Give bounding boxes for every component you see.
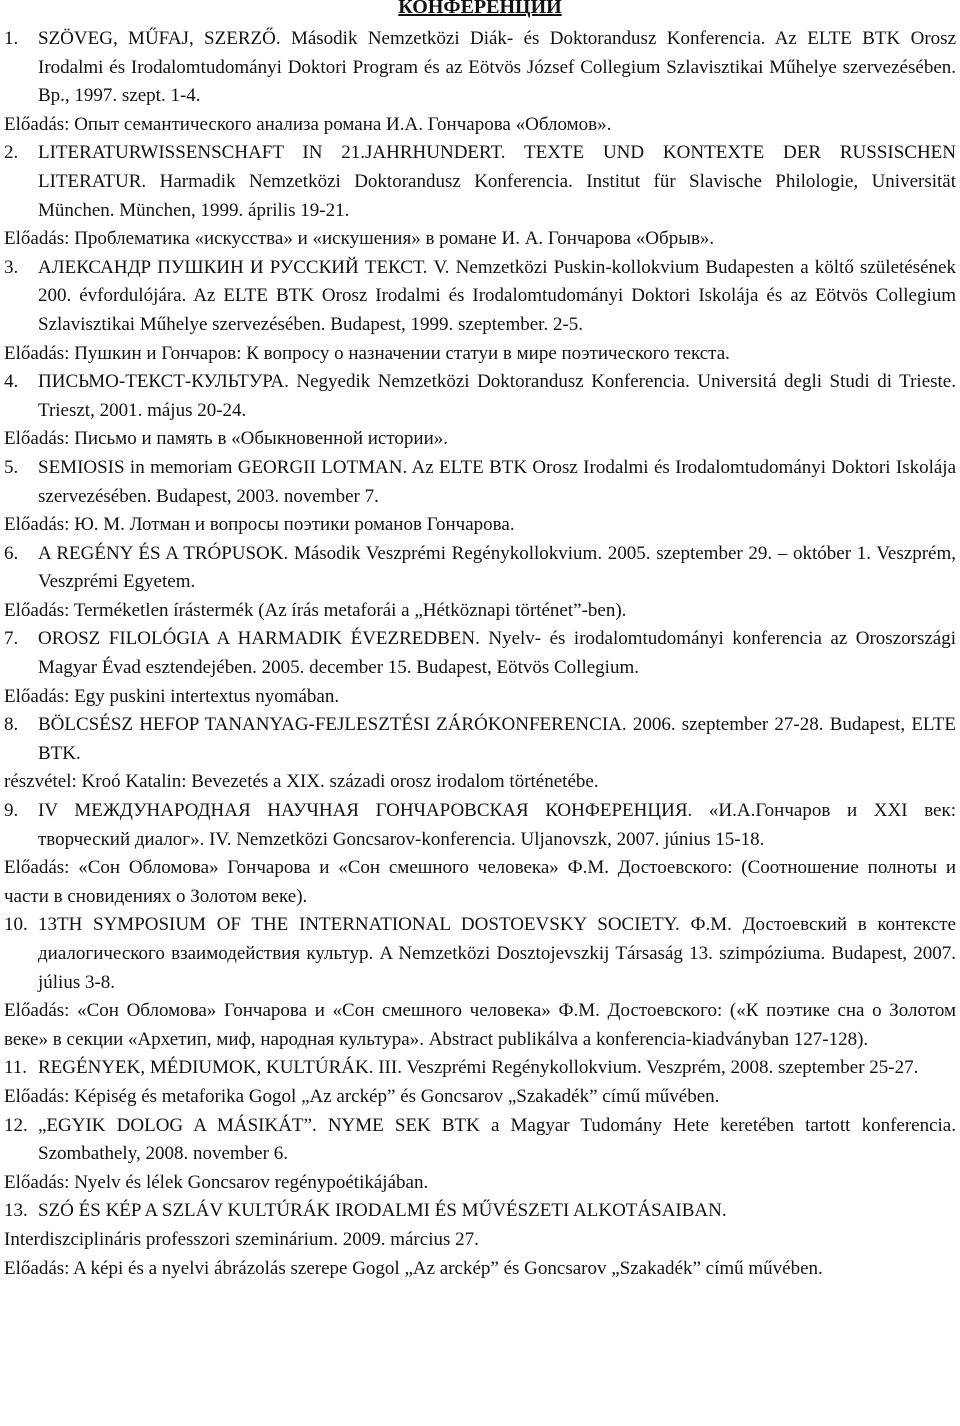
presentation-line-4 bbox=[4, 425, 956, 454]
presentation-text: A képi és a nyelvi ábrázolás szerepe Gogol „Az arckép” és Goncsarov „Szakadék” című művében. bbox=[69, 1257, 823, 1279]
conference-entry-12 bbox=[4, 1112, 956, 1169]
participation-label: részvétel: bbox=[4, 771, 77, 793]
entry-details: Harmadik Nemzetközi Doktorandusz Konferencia. Institut für Slavische Philologie, Universität München. München, 1999. április 19-21. bbox=[38, 170, 956, 221]
presentation-label: Előadás: bbox=[4, 599, 70, 621]
entry-details: III. Veszprémi Regénykollokvium. Veszprém, 2008. szeptember 25-27. bbox=[373, 1057, 919, 1079]
conference-entry-8 bbox=[4, 711, 956, 768]
conference-entry-10 bbox=[4, 911, 956, 997]
presentation-label: Előadás: bbox=[4, 113, 70, 135]
entry-details: NYME SEK BTK a Magyar Tudomány Hete keretében tartott konferencia. Szombathely, 2008. november 6. bbox=[38, 1114, 956, 1165]
presentation-label: Előadás: bbox=[4, 1085, 70, 1107]
entry-heading: LITERATURWISSENSCHAFT IN 21.JAHRHUNDERT. TEXTE UND KONTEXTE DER RUSSISCHEN LITERATUR. bbox=[38, 142, 956, 192]
entry-number: 3. bbox=[4, 256, 19, 278]
entry-number: 10. bbox=[4, 914, 28, 936]
presentation-line-1 bbox=[4, 111, 956, 140]
presentation-text: «Сон Обломова» Гончарова и «Сон смешного человека» Ф.М. Достоевского: (Соотношение полноты и части в сновидениях о Золотом веке). bbox=[4, 857, 956, 907]
entry-heading: A REGÉNY ÉS A TRÓPUSOK. bbox=[38, 542, 289, 564]
entry-number: 6. bbox=[4, 542, 19, 564]
presentation-text: Ю. М. Лотман и вопросы поэтики романов Гончарова. bbox=[69, 514, 515, 536]
presentation-label: Előadás: bbox=[4, 1257, 70, 1279]
participation-line-8 bbox=[4, 768, 956, 797]
conference-entry-9 bbox=[4, 797, 956, 854]
entry-heading: АЛЕКСАНДР ПУШКИН И РУССКИЙ ТЕКСТ. bbox=[38, 256, 428, 278]
entry-details: 2006. szeptember 27-28. Budapest, ELTE BTK. bbox=[38, 714, 957, 764]
presentation-line-13 bbox=[4, 1255, 956, 1284]
presentation-text: Nyelv és lélek Goncsarov regénypoétikájában. bbox=[69, 1171, 429, 1193]
presentation-line-9 bbox=[4, 854, 956, 911]
conference-list bbox=[4, 25, 956, 1283]
presentation-label: Előadás: bbox=[4, 1000, 70, 1022]
entry-number: 8. bbox=[4, 714, 19, 736]
entry-details: V. Nemzetközi Puskin-kollokvium Budapesten a költő születésének 200. évfordulójára. Az ELTE BTK Orosz Irodalmi és Irodalomtudományi Doktori Iskolája és az Eötvös Collegium Szlavisztikai Műhelye szervezésében. Budapest, 1999. szeptember. 2-5. bbox=[38, 256, 956, 335]
presentation-text: Terméketlen írástermék (Az írás metaforái a „Hétköznapi történet”-ben). bbox=[69, 599, 627, 621]
entry-heading: OROSZ FILOLÓGIA A HARMADIK ÉVEZREDBEN. bbox=[38, 628, 480, 650]
presentation-text: Проблематика «искусства» и «искушения» в романе И. А. Гончарова «Обрыв». bbox=[69, 228, 715, 250]
conference-entry-11 bbox=[4, 1054, 956, 1083]
presentation-line-10 bbox=[4, 997, 956, 1054]
entry-heading: ПИСЬМО-ТЕКСТ-КУЛЬТУРА. bbox=[38, 371, 289, 393]
presentation-text: Пушкин и Гончаров: К вопросу о назначении статуи в мире поэтического текста. bbox=[69, 342, 730, 364]
seminar-line-13: Interdiszciplináris professzori szeminárium. 2009. március 27. bbox=[4, 1228, 479, 1250]
presentation-label: Előadás: bbox=[4, 428, 70, 450]
entry-heading: SZÓ ÉS KÉP A SZLÁV KULTÚRÁK IRODALMI ÉS MŰVÉSZETI ALKOTÁSAIBAN. bbox=[38, 1200, 727, 1222]
entry-details: Nyelv- és irodalomtudományi konferencia az Oroszországi Magyar Évad esztendejében. 2005. december 15. Budapest, Eötvös Collegium. bbox=[38, 628, 956, 679]
entry-heading: „EGYIK DOLOG A MÁSIKÁT”. bbox=[38, 1114, 317, 1136]
conference-entry-4 bbox=[4, 368, 956, 425]
entry-details: Az ELTE BTK Orosz Irodalmi és Irodalomtudományi Doktori Iskolája szervezésében. Budapest, 2003. november 7. bbox=[38, 456, 957, 507]
conference-entry-3 bbox=[4, 254, 956, 340]
entry-number: 9. bbox=[4, 800, 19, 822]
presentation-text: Egy puskini intertextus nyomában. bbox=[69, 685, 340, 707]
presentation-line-2 bbox=[4, 225, 956, 254]
entry-heading: 13TH SYMPOSIUM OF THE INTERNATIONAL DOSTOEVSKY SOCIETY. bbox=[38, 914, 680, 936]
presentation-text: Képiség és metaforika Gogol „Az arckép” és Goncsarov „Szakadék” című művében. bbox=[69, 1085, 720, 1107]
conference-entry-1 bbox=[4, 25, 956, 111]
presentation-line-5 bbox=[4, 511, 956, 540]
entry-heading: REGÉNYEK, MÉDIUMOK, KULTÚRÁK. bbox=[38, 1057, 374, 1079]
entry-number: 1. bbox=[4, 28, 19, 49]
presentation-text: «Сон Обломова» Гончарова и «Сон смешного человека» Ф.М. Достоевского: («К поэтике сна о Золотом веке» в секции «Архетип, миф, народная культура». Abstract publikálva a konferencia-kiadványban 127-128). bbox=[4, 1000, 956, 1050]
presentation-line-12 bbox=[4, 1169, 956, 1198]
entry-number: 11. bbox=[4, 1057, 28, 1079]
entry-heading: IV МЕЖДУНАРОДНАЯ НАУЧНАЯ ГОНЧАРОВСКАЯ КОНФЕРЕНЦИЯ. bbox=[38, 800, 693, 822]
entry-number: 7. bbox=[4, 628, 19, 650]
entry-number: 4. bbox=[4, 371, 19, 393]
conference-entry-5 bbox=[4, 454, 956, 511]
presentation-label: Előadás: bbox=[4, 342, 70, 364]
entry-number: 12. bbox=[4, 1114, 28, 1136]
entry-heading: SZÖVEG, MŰFAJ, SZERZŐ. bbox=[38, 28, 281, 49]
presentation-label: Előadás: bbox=[4, 685, 70, 707]
presentation-label: Előadás: bbox=[4, 857, 70, 879]
entry-details: Második Nemzetközi Diák- és Doktorandusz Konferencia. Az ELTE BTK Orosz Irodalmi és Irodalomtudományi Doktori Program és az Eötvös József Collegium Szlavisztikai Műhelye szervezésében. Bp., 1997. szept. 1-4. bbox=[38, 28, 957, 107]
conference-entry-6 bbox=[4, 540, 956, 597]
conference-entry-13 bbox=[4, 1197, 956, 1226]
presentation-line-11 bbox=[4, 1083, 956, 1112]
presentation-line-6 bbox=[4, 597, 956, 626]
participation-text: Kroó Katalin: Bevezetés a XIX. századi orosz irodalom történetébe. bbox=[76, 771, 599, 793]
presentation-line-7 bbox=[4, 683, 956, 712]
conference-entry-2 bbox=[4, 139, 956, 225]
presentation-line-3 bbox=[4, 340, 956, 369]
entry-details: «И.А.Гончаров и XXI век: творческий диалог». IV. Nemzetközi Goncsarov-konferencia. Uljanovszk, 2007. június 15-18. bbox=[38, 800, 956, 850]
entry-number: 2. bbox=[4, 142, 19, 164]
entry-heading: BÖLCSÉSZ HEFOP TANANYAG-FEJLESZTÉSI ZÁRÓKONFERENCIA. bbox=[38, 714, 627, 736]
entry-heading: SEMIOSIS in memoriam GEORGII LOTMAN. bbox=[38, 456, 408, 478]
conference-entry-7 bbox=[4, 625, 956, 682]
presentation-text: Письмо и память в «Обыкновенной истории». bbox=[69, 428, 449, 450]
page-title: КОНФЕРЕНЦИИ bbox=[398, 0, 562, 18]
entry-details: Ф.М. Достоевский в контексте диалогического взаимодействия культур. A Nemzetközi Dosztojevszkij Társaság 13. szimpóziuma. Budapest, 2007. július 3-8. bbox=[38, 914, 956, 993]
presentation-label: Előadás: bbox=[4, 228, 70, 250]
presentation-label: Előadás: bbox=[4, 514, 70, 536]
entry-number: 5. bbox=[4, 456, 19, 478]
presentation-text: Опыт семантического анализа романа И.А. Гончарова «Обломов». bbox=[69, 113, 612, 135]
presentation-label: Előadás: bbox=[4, 1171, 70, 1193]
entry-details: Második Veszprémi Regénykollokvium. 2005. szeptember 29. – október 1. Veszprém, Veszprémi Egyetem. bbox=[38, 542, 956, 593]
entry-details: Negyedik Nemzetközi Doktorandusz Konferencia. Universitá degli Studi di Trieste. Trieszt, 2001. május 20-24. bbox=[38, 371, 956, 421]
entry-number: 13. bbox=[4, 1200, 28, 1222]
